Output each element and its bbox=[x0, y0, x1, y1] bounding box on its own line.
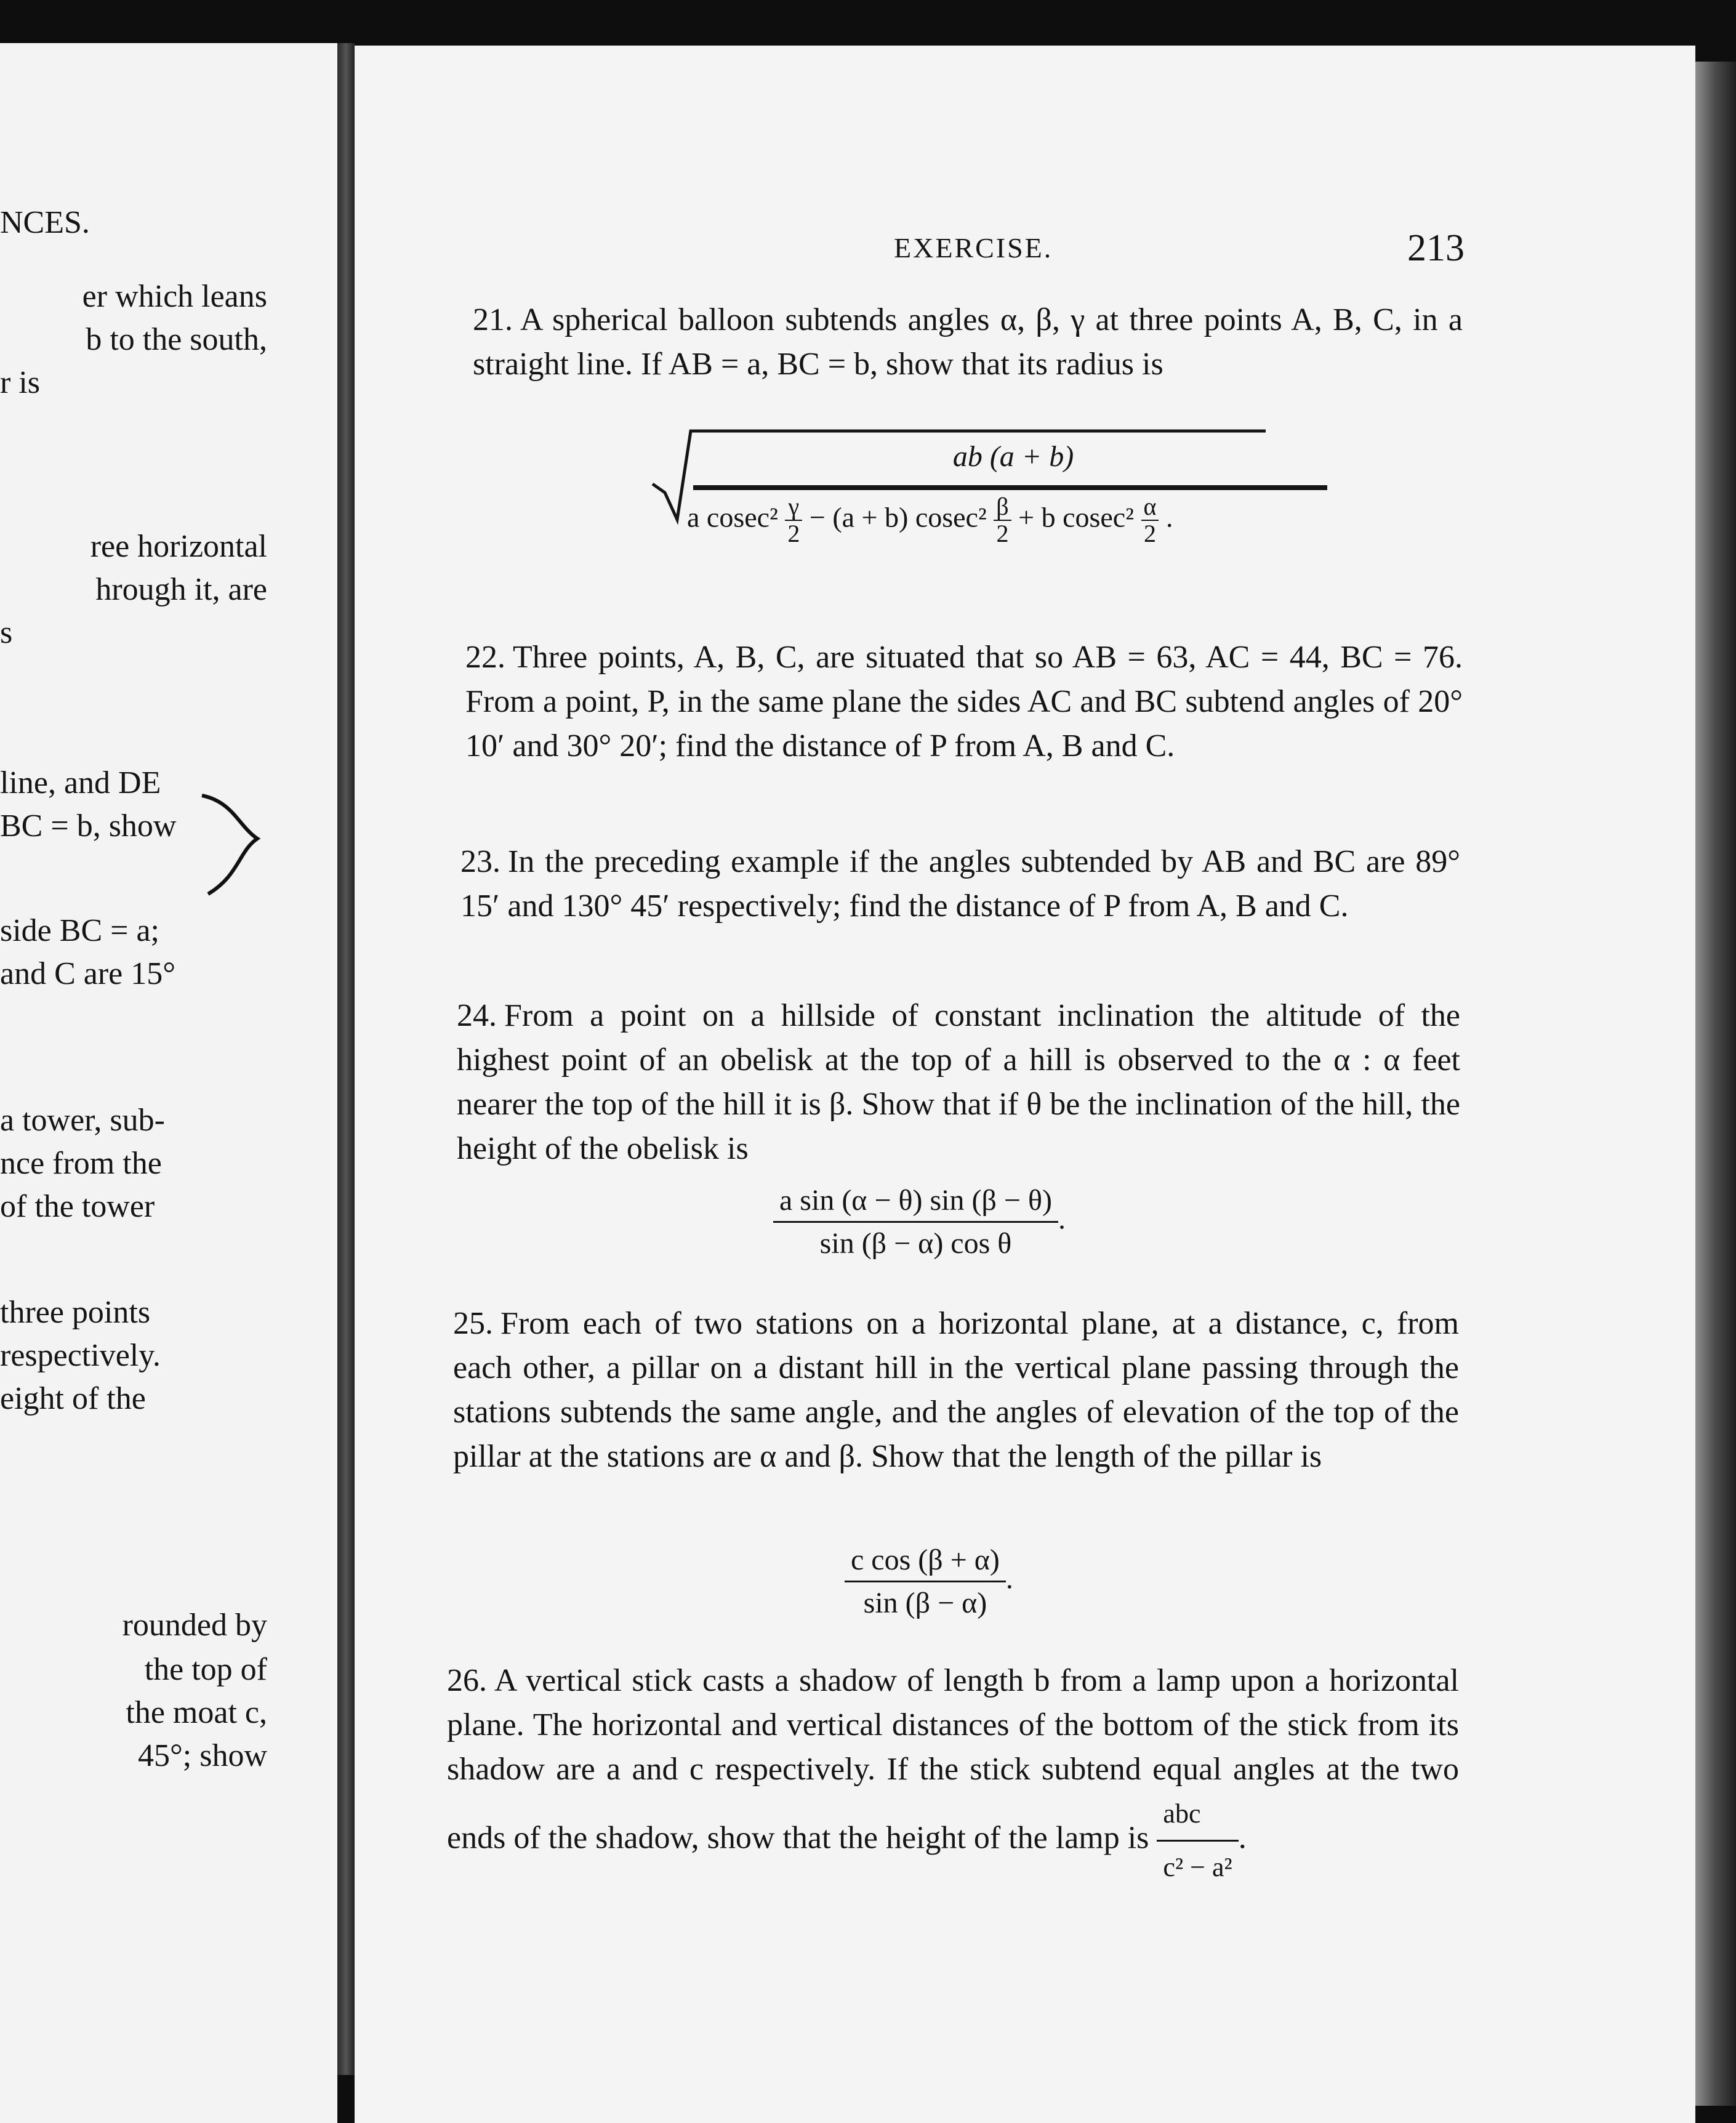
left-line: b to the south, bbox=[86, 322, 267, 357]
left-line: rounded by bbox=[122, 1608, 267, 1643]
formula-bar bbox=[693, 485, 1327, 490]
problem-number: 23. bbox=[460, 844, 500, 879]
problem-number: 21. bbox=[473, 302, 513, 337]
numerator: abc bbox=[1157, 1792, 1238, 1842]
left-line: s bbox=[0, 615, 13, 650]
left-line: side BC = a; bbox=[0, 913, 159, 948]
left-line: r is bbox=[0, 365, 40, 400]
problem-number: 26. bbox=[447, 1663, 487, 1698]
problem-text: A vertical stick casts a shadow of length b from a lamp upon a horizontal plane. The horizontal and vertical distances of the bottom of the stick from its shadow are a and c respectively. If the stick subtend equal angles at the two ends of the shadow, show that the height of the lamp is bbox=[447, 1663, 1459, 1856]
period: . bbox=[1005, 1562, 1013, 1595]
denominator: sin (β − α) cos θ bbox=[819, 1227, 1012, 1260]
handwritten-brace-mark bbox=[196, 789, 270, 900]
problem-text: From each of two stations on a horizontal plane, at a distance, c, from each other, a pillar on a distant hill in the vertical plane passing through the stations subtends the same angle, and the angles of elevation of the top of the pillar at the stations are α and β. Show that the length of the pillar is bbox=[453, 1306, 1459, 1474]
term: a cosec² bbox=[687, 501, 778, 533]
left-line: the moat c, bbox=[126, 1695, 267, 1730]
left-line: respectively. bbox=[0, 1338, 161, 1373]
problem-number: 25. bbox=[453, 1306, 493, 1341]
term: + b cosec² bbox=[1018, 501, 1135, 533]
formula-numerator: ab (a + b) bbox=[952, 440, 1074, 473]
problem-text: From a point on a hillside of constant inclination the altitude of the highest point of an obelisk at the top of a hill is observed to the α : α feet nearer the top of the hill it is β. Show that if θ be the inclination of the hill, the height of the obelisk is bbox=[457, 998, 1460, 1166]
left-line: three points bbox=[0, 1295, 151, 1330]
running-head: EXERCISE. bbox=[894, 232, 1053, 264]
numerator: a sin (α − θ) sin (β − θ) bbox=[773, 1183, 1058, 1223]
formula-24 bbox=[773, 1183, 1066, 1260]
period: . bbox=[1165, 501, 1173, 533]
left-line: NCES. bbox=[0, 205, 90, 240]
formula-denominator bbox=[687, 494, 1173, 547]
left-line: hrough it, are bbox=[95, 572, 267, 607]
half-gamma: $\frac{\gamma}{2}$ bbox=[785, 494, 802, 547]
problem-number: 22. bbox=[465, 640, 505, 675]
denominator: c² − a² bbox=[1163, 1852, 1232, 1882]
problem-21 bbox=[473, 298, 1463, 387]
page-number: 213 bbox=[1407, 227, 1465, 269]
period: . bbox=[1238, 1820, 1247, 1856]
fraction bbox=[845, 1543, 1006, 1620]
problem-24 bbox=[457, 994, 1460, 1171]
left-line: line, and DE bbox=[0, 765, 161, 800]
left-line: nce from the bbox=[0, 1146, 162, 1181]
book-fore-edge bbox=[1695, 62, 1736, 2106]
problem-25 bbox=[453, 1302, 1459, 1479]
left-line: the top of bbox=[144, 1652, 267, 1687]
left-page bbox=[0, 43, 337, 2123]
right-page bbox=[355, 46, 1695, 2123]
term: − (a + b) cosec² bbox=[809, 501, 987, 533]
book-gutter bbox=[337, 43, 355, 2075]
problem-23 bbox=[460, 840, 1460, 929]
left-line: and C are 15° bbox=[0, 956, 176, 991]
left-line: of the tower bbox=[0, 1189, 155, 1224]
problem-text: Three points, A, B, C, are situated that so AB = 63, AC = 44, BC = 76. From a point, P, in the same plane the sides AC and BC subtend angles of 20° 10′ and 30° 20′; find the distance of P from A, B and C. bbox=[465, 640, 1463, 763]
left-line: eight of the bbox=[0, 1381, 146, 1416]
left-line: er which leans bbox=[82, 279, 267, 314]
problem-text: A spherical balloon subtends angles α, β, γ at three points A, B, C, in a straight line. If AB = a, BC = b, show that its radius is bbox=[473, 302, 1463, 382]
problem-26 bbox=[447, 1659, 1459, 1890]
denominator: sin (β − α) bbox=[863, 1587, 987, 1619]
half-alpha: $\frac{\alpha}{2}$ bbox=[1141, 494, 1159, 547]
left-line: a tower, sub- bbox=[0, 1103, 165, 1138]
fraction bbox=[773, 1183, 1058, 1260]
period: . bbox=[1058, 1202, 1066, 1236]
half-beta: $\frac{\beta}{2}$ bbox=[994, 494, 1011, 547]
problem-text: In the preceding example if the angles subtended by AB and BC are 89° 15′ and 130° 45′ respectively; find the distance of P from A, B and C. bbox=[460, 844, 1460, 924]
left-line: BC = b, show bbox=[0, 808, 177, 844]
problem-number: 24. bbox=[457, 998, 497, 1033]
problem-22 bbox=[465, 635, 1463, 768]
formula-21 bbox=[650, 427, 1512, 624]
left-line: ree horizontal bbox=[90, 529, 267, 564]
numerator: c cos (β + α) bbox=[845, 1543, 1006, 1582]
formula-25 bbox=[845, 1543, 1013, 1620]
left-line: 45°; show bbox=[137, 1738, 267, 1773]
fraction bbox=[1157, 1792, 1238, 1890]
